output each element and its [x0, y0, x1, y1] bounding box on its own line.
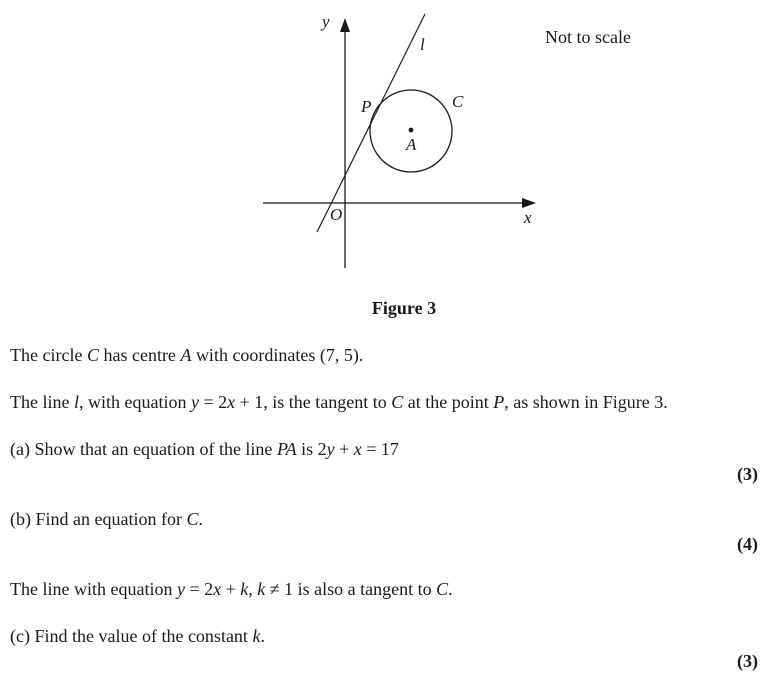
question-a-marks: (3): [737, 464, 758, 484]
question-b: (b) Find an equation for C.: [10, 509, 203, 529]
y-axis-label: y: [322, 12, 330, 31]
circle-c-label: C: [452, 92, 464, 111]
question-a: (a) Show that an equation of the line PA is 2y + x = 17: [10, 439, 399, 459]
second-tangent-statement: The line with equation y = 2x + k, k ≠ 1 is also a tangent to C.: [10, 579, 453, 599]
line-l-label: l: [420, 35, 425, 54]
question-c: (c) Find the value of the constant k.: [10, 626, 265, 646]
circle-statement: The circle C has centre A with coordinates (7, 5).: [10, 345, 364, 365]
question-b-marks: (4): [737, 534, 758, 554]
origin-label: O: [330, 205, 343, 224]
y-axis-arrow: [340, 18, 350, 32]
not-to-scale-note: Not to scale: [545, 27, 631, 47]
centre-point-a: [409, 128, 414, 133]
point-p-label: P: [361, 97, 372, 116]
x-axis-arrow: [522, 198, 536, 208]
figure-3-diagram: [0, 0, 769, 300]
question-c-marks: (3): [737, 651, 758, 671]
centre-a-label: A: [406, 135, 417, 154]
x-axis-label: x: [524, 208, 532, 227]
figure-caption: Figure 3: [371, 298, 437, 318]
line-statement: The line l, with equation y = 2x + 1, is the tangent to C at the point P, as shown in Figure 3.: [10, 392, 668, 412]
